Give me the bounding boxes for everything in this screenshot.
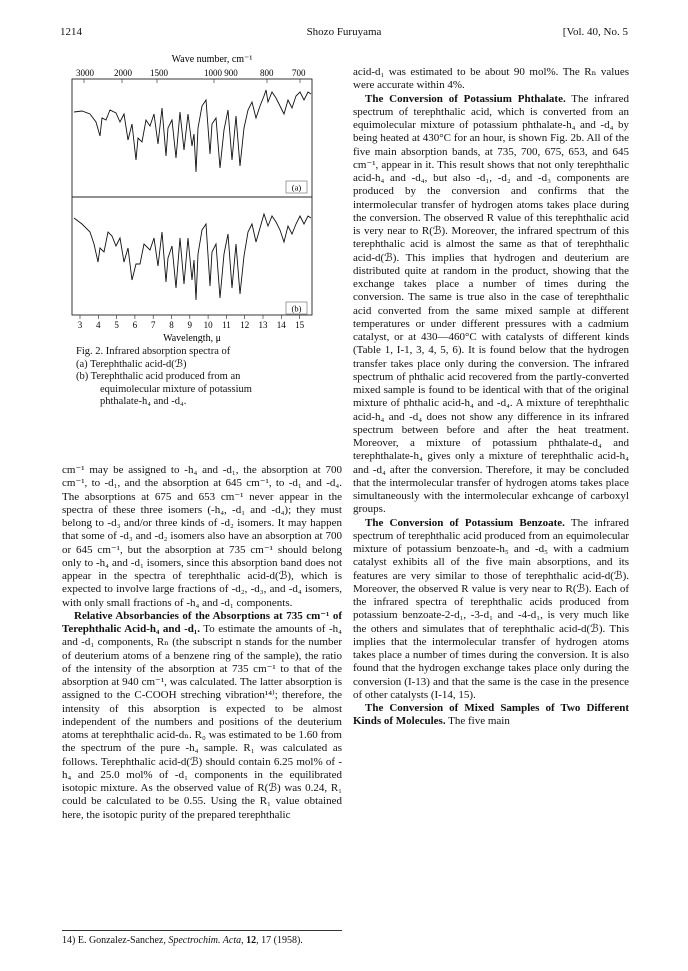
left-column [62, 464, 342, 822]
top-tick-label: 800 [260, 68, 274, 78]
figure-caption [62, 346, 347, 409]
bottom-tick-label: 9 [187, 320, 193, 330]
bottom-tick-label: 12 [240, 320, 250, 330]
bottom-tick-label: 6 [132, 320, 138, 330]
bottom-tick-label: 10 [203, 320, 213, 330]
paragraph [62, 610, 342, 822]
bottom-tick-labels [78, 315, 305, 330]
footnote-ref: 14) E. Gonzalez-Sanchez, [62, 935, 169, 946]
paragraph-body: The five main [445, 715, 510, 728]
footnote [62, 930, 342, 947]
running-head-author: Shozo Furuyama [306, 26, 382, 38]
footnote-rest: , 17 (1958). [256, 935, 303, 946]
bottom-tick-label: 3 [77, 320, 83, 330]
bottom-tick-label: 13 [258, 320, 268, 330]
panel-b-label: (b) [291, 303, 302, 314]
bottom-tick-label: 5 [114, 320, 119, 330]
footnote-volume: 12 [246, 935, 257, 946]
figure-ir-spectra [62, 48, 347, 343]
spectrum-b-line [74, 214, 311, 300]
paragraph [353, 93, 629, 517]
top-tick-label: 1500 [150, 68, 168, 78]
top-tick-label: 700 [292, 68, 306, 78]
bottom-tick-label: 14 [276, 320, 286, 330]
bottom-tick-label: 4 [96, 320, 101, 330]
panel-a-label: (a) [291, 182, 302, 193]
top-tick-labels [76, 68, 306, 78]
caption-title: Fig. 2. Infrared absorption spectra of [76, 346, 231, 357]
caption-item-b: (b) Terephthalic acid produced from an [76, 371, 241, 383]
top-tick-label: 1000 900 [204, 68, 238, 78]
right-column [353, 66, 629, 729]
caption-item-b-cont: equimolecular mixture of potassium [100, 383, 252, 395]
caption-item-a: (a) Terephthalic acid-d(ℬ) [76, 358, 187, 370]
section-heading: The Conversion of Potassium Benzoate. [365, 516, 565, 529]
running-head-volume: [Vol. 40, No. 5 [562, 26, 628, 38]
paragraph-body: The infrared spectrum of terephthalic acid produced from an equimolecular mixture of potassium benzoate-h₅ and -d₅ with a cadmium catalyst exhibits all of the five main absorptions, and its features are very similar to those of terephthalic acid-d(ℬ). Moreover, the observed R value is very near to R(ℬ). Each of the infrared spectra of terephthalic acids produced from potassium benzoate-2-d₁, -3-d₁ and -4-d₁, is very much like the others and simulates that of terephthalic acid-d(ℬ). This implies that the intermolecular transfer of hydrogen atoms takes place a number of times during the conversion. It is also found that the hydrogen exchange takes place only during the conversion (I-13) and that the same is the case in the presence of other catalysts (I-14, 15). [353, 516, 630, 701]
top-axis-title: Wave number, cm⁻¹ [171, 54, 253, 65]
paragraph: acid-d₁ was estimated to be about 90 mol%. The Rₙ values were accurate within 4%. [353, 66, 629, 92]
spectrum-a-line [74, 90, 311, 172]
footnote-sep: , [241, 935, 247, 946]
section-heading: The Conversion of Potassium Phthalate. [365, 92, 566, 105]
section-heading: Relative Absorbancies of the Absorptions at 735 cm⁻¹ of Terephthalic Acid-h₄ and -d₁. [62, 609, 342, 635]
bottom-tick-label: 11 [222, 320, 231, 330]
figure-plot [62, 48, 347, 343]
top-tick-label: 2000 [114, 68, 132, 78]
paragraph [353, 702, 629, 729]
caption-item-b-cont: phthalate-h₄ and -d₄. [100, 396, 187, 408]
section-heading: The Conversion of Mixed Samples of Two Different Kinds of Molecules. [353, 702, 629, 728]
bottom-tick-label: 15 [295, 320, 305, 330]
bottom-axis-title: Wavelength, μ [163, 333, 221, 343]
top-tick-label: 3000 [76, 68, 94, 78]
paragraph [353, 517, 629, 703]
paragraph: cm⁻¹ may be assigned to -h₄ and -d₁, the absorption at 700 cm⁻¹, to -d₁, and the absorption at 645 cm⁻¹, to -d₁ and -d₄. The absorptions at 675 and 653 cm⁻¹ never appear in the spectra of these three isomers (-h₄, -d₁ and -d₄); they must belong to -d₃ and/or three kinds of -d₂ isomers. It may happen that some of -d₃ and -d₂ isomers also have an absorption at 700 or 645 cm⁻¹, but the absorption at 735 cm⁻¹ should belong only to -h₄ and -d₁ isomers, since this absorption band does not appear in the spectra of terephthalic acid-d(ℬ), which is expected to involve large fractions of -d₂, -d₃, and -d₄ isomers, with only small fractions of -h₄ and -d₁ components. [62, 464, 342, 609]
bottom-tick-label: 7 [150, 320, 156, 330]
paragraph-body: To estimate the amounts of -h₄ and -d₁ components, Rₙ (the subscript n stands for the number of deuterium atoms of a benzene ring of the sample), the ratio of the intensity of the absorption at 735 cm⁻¹ to that of the absorption at 940 cm⁻¹, was calculated. The latter absorption is assigned to the C-COOH streching vibration¹⁴⁾; therefore, the intensity of this absorption is expected to be almost independent of the numbers and positions of the deuterium atoms at terephthalic acid-dₙ. R₀ was estimated to be 1.60 from the spectrum of the pure -h₄ sample. R₁ was calculated as follows. Terephthalic acid-d(ℬ) should contain 6.25 mol% of -h₄ and 25.0 mol% of -d₁ components in the equilibrated isotopic mixture. As the observed value of R(ℬ) was 0.24, R₁ could be calculated to be 0.55. Using the R₁ value obtained here, the isotopic purity of the prepared terephthalic [62, 623, 342, 821]
footnote-journal: Spectrochim. Acta [168, 935, 242, 946]
page-number: 1214 [60, 26, 82, 38]
paragraph-body: The infrared spectrum of terephthalic acid, which is converted from an equimolecular mixture of potassium phthalate-h₄ and -d₄ by being heated at 430°C for an hour, is shown Fig. 2b. All of the five main absorption bands, at 735, 700, 675, 653, and 645 cm⁻¹, appear in it. This result shows that not only terephthalic acid-h₄ and -d₄, but also -d₁, -d₂ and -d₃ components are produced by the conversion and confirms that the intermolecular transfer of hydrogen atoms takes place during the conversion. The observed R value of this terephthalic acid is very near to R(ℬ). Moreover, the infrared spectrum of this terephthalic acid is almost the same as that of terephthalic acid-d(ℬ). This implies that hydrogen and deuterium are distributed quite at random in the product, showing that the exchange takes place a number of times during the conversion. The same is true also in the case of terephthalic acid converted from the same mixed sample at different temperatures or under different pressures with a cadmium catalyst, or at 430—460°C with catalysts of different kinds (Table 1, I-1, 3, 4, 5, 6). It is found below that the hydrogen transfer takes place only during the conversion. The infrared spectrum of phthalic acid recovered from the partly-converted mixed sample is found to be identical with that of the original mixture of phthalic acid-h₄ and -d₄. A mixture of terephthalic acid-h₄ and -d₄ does not show any difference in its infrared spectrum between before and after the heat treatment. Moreover, a mixture of potassium phthalate-d₄ and terephthalate-h₄ gives only a mixture of terephthalic acid-h₄ and -d₄ after the conversion. Therefore, it may be concluded that the intermolecular transfer of hydrogen atoms takes place simultaneously with the intermolecular exhcange of carboxyl groups. [353, 92, 629, 516]
frame-ticks [84, 79, 300, 83]
bottom-tick-label: 8 [169, 320, 174, 330]
